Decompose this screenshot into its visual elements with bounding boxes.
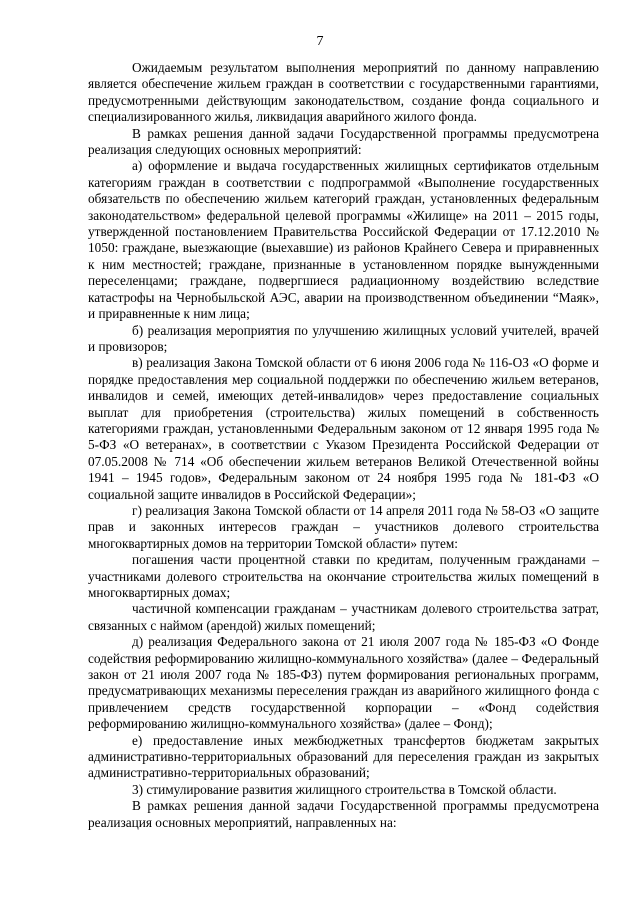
list-item-g-shared-construction-law: г) реализация Закона Томской области от 14 апреля 2011 года № 58-ОЗ «О защите прав и законных интересов граждан – участников долевого строительства многоквартирных домов на территории Томской области» путем:	[88, 502, 599, 551]
list-item-d-federal-law-185: д) реализация Федерального закона от 21 июля 2007 года № 185-ФЗ «О Фонде содействия реформированию жилищно-коммунального хозяйства» (далее – Федеральный закон от 21 июля 2007 года № 185-ФЗ) путем формирования региональных программ, предусматривающих механизмы переселения граждан из аварийного жилищного фонда с привлечением средств государственной корпорации – «Фонд содействия реформированию жилищно-коммунального хозяйства» (далее – Фонд);	[88, 634, 599, 732]
document-body	[88, 60, 599, 831]
sub-item-compensation: частичной компенсации гражданам – участникам долевого строительства затрат, связанных с наймом (арендой) жилых помещений;	[88, 601, 599, 633]
page-number: 7	[316, 34, 324, 49]
list-item-3-stimulation: 3) стимулирование развития жилищного строительства в Томской области.	[132, 781, 557, 797]
list-item-a-housing-certificates: а) оформление и выдача государственных жилищных сертификатов отдельным категориям граждан в соответствии с подпрограммой «Выполнение государственных обязательств по обеспечению жильем категорий граждан, установленных федеральным законодательством» федеральной целевой программы «Жилище» на 2011 – 2015 годы, утвержденной постановлением Правительства Российской Федерации от 17.12.2010 № 1050: граждане, выезжающие (выехавшие) из районов Крайнего Севера и приравненных к ним местностей; граждане, признанные в установленном порядке вынужденными переселенцами; граждане, подвергшиеся радиационному воздействию вследствие катастрофы на Чернобыльской АЭС, аварии на производственном объединении “Маяк», и приравненные к ним лица;	[88, 158, 599, 322]
list-item-b-teachers-doctors: б) реализация мероприятия по улучшению жилищных условий учителей, врачей и провизоров;	[88, 322, 599, 354]
paragraph-main-activities-intro: В рамках решения данной задачи Государственной программы предусмотрена реализация следующих основных мероприятий:	[88, 125, 599, 158]
list-item-v-veterans-law: в) реализация Закона Томской области от 6 июня 2006 года № 116-ОЗ «О форме и порядке предоставления мер социальной поддержки по обеспечению жильем ветеранов, инвалидов и семей, имеющих детей-инвалидов» через предоставление социальных выплат для приобретения (строительства) жилых помещений в собственность категориями граждан, установленными Федеральным законом от 12 января 1995 года № 5-ФЗ «О ветеранах», в соответствии с Указом Президента Российской Федерации от 07.05.2008 № 714 «Об обеспечении жильем ветеранов Великой Отечественной войны 1941 – 1945 годов», Федеральным законом от 24 ноября 1995 года № 181-ФЗ «О социальной защите инвалидов в Российской Федерации»;	[88, 355, 599, 502]
list-item-e-interbudget-transfers: е) предоставление иных межбюджетных трансфертов бюджетам закрытых административно-территориальных образований для переселения граждан из закрытых административно-территориальных образований;	[88, 732, 599, 781]
paragraph-expected-result: Ожидаемым результатом выполнения мероприятий по данному направлению является обеспечение жильем граждан в соответствии с государственными гарантиями, предусмотренными действующим законодательством, создание фонда социального и специализированного жилья, ликвидация аварийного жилого фонда.	[88, 60, 599, 125]
sub-item-interest-rate: погашения части процентной ставки по кредитам, полученным гражданами – участниками долевого строительства на окончание строительства жилых помещений в многоквартирных домах;	[88, 552, 599, 600]
paragraph-main-activities-directed: В рамках решения данной задачи Государственной программы предусмотрена реализация основных мероприятий, направленных на:	[88, 798, 599, 830]
